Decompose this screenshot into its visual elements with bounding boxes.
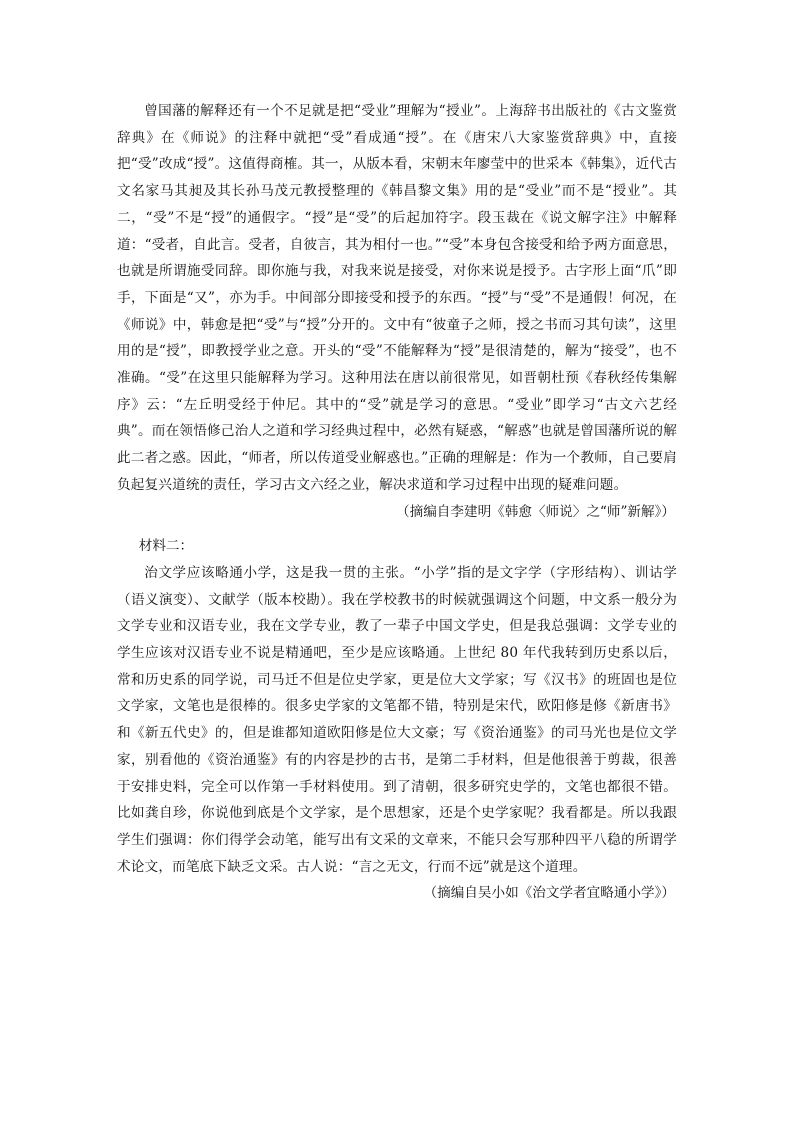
material-1-text: 曾国藩的解释还有一个不足就是把“受业”理解为“授业”。上海辞书出版社的《古文鉴赏辞典》在《师说》的注释中就把“受”看成通“授”。在《唐宋八大家鉴赏辞典》中，直接把“受”改成“授”。这值得商榷。其一，从版本看，宋朝末年廖莹中的世采本《韩集》，近代古文名家马其昶及其长孙马茂元教授整理的《韩昌黎文集》用的是“受业”而不是“授业”。其二，“受”不是“授”的通假字。“授”是“受”的后起加符字。段玉裁在《说文解字注》中解释道：“受者，自此言。受者，自彼言，其为相付一也。”“受”本身包含接受和给予两方面意思，也就是所谓施受同辞。即你施与我，对我来说是接受，对你来说是授予。古字形上面“爪”即手，下面是“又”，亦为手。中间部分即接受和授予的东西。“授”与“受”不是通假！何况，在《师说》中，韩愈是把“受”与“授”分开的。文中有“彼童子之师，授之书而习其句读”，这里用的是“授”，即教授学业之意。开头的“受”不能解释为“授”是很清楚的，解为“接受”，也不准确。“受”在这里只能解释为学习。这种用法在唐以前很常见，如晋朝杜预《春秋经传集解序》云：“左丘明受经于仲尼。其中的“受”就是学习的意思。“受业”即学习“古文六艺经典”。而在领悟修己治人之道和学习经典过程中，必然有疑惑，“解惑”也就是曾国藩所说的解此二者之惑。因此，“师者，所以传道受业解惑也。”正确的理解是：作为一个教师，自己要肩负起复兴道统的责任，学习古文六经之业，解决求道和学习过程中出现的疑难问题。 <box>117 103 677 493</box>
material-2-text: 治文学应该略通小学，这是我一贯的主张。“小学”指的是文字学（字形结构）、训诂学（语义演变）、文献学（版本校勘）。我在学校教书的时候就强调这个问题，中文系一般分为文学专业和汉语专业，我在文学专业，教了一辈子中国文学史，但是我总强调：文学专业的学生应该对汉语专业不说是精通吧，至少是应该略通。上世纪 80 年代我转到历史系以后，常和历史系的同学说，司马迁不但是位史学家，更是位大文学家；写《汉书》的班固也是位文学家，文笔也是很棒的。很多史学家的文笔都不错，特别是宋代，欧阳修是修《新唐书》和《新五代史》的，但是谁都知道欧阳修是位大文豪；写《资治通鉴》的司马光也是位文学家，别看他的《资治通鉴》有的内容是抄的古书，是第二手材料，但是他很善于剪裁，很善于安排史料，完全可以作第一手材料使用。到了清朝，很多研究史学的，文笔也都很不错。比如龚自珍，你说他到底是个文学家，是个思想家，还是个史学家呢？我看都是。所以我跟学生们强调：你们得学会动笔，能写出有文采的文章来，不能只会写那种四平八稳的所谓学术论文，而笔底下缺乏文采。古人说：“言之无文，行而不远”就是这个道理。 <box>117 564 677 875</box>
material-2-label: 材料二： <box>138 538 194 555</box>
material-1-source: （摘编自李建明《韩愈〈师说〉之“师”新解》） <box>396 503 675 520</box>
document-body <box>117 98 677 907</box>
material-2-source: （摘编自吴小如《治文学者宜略通小学》） <box>423 885 675 902</box>
